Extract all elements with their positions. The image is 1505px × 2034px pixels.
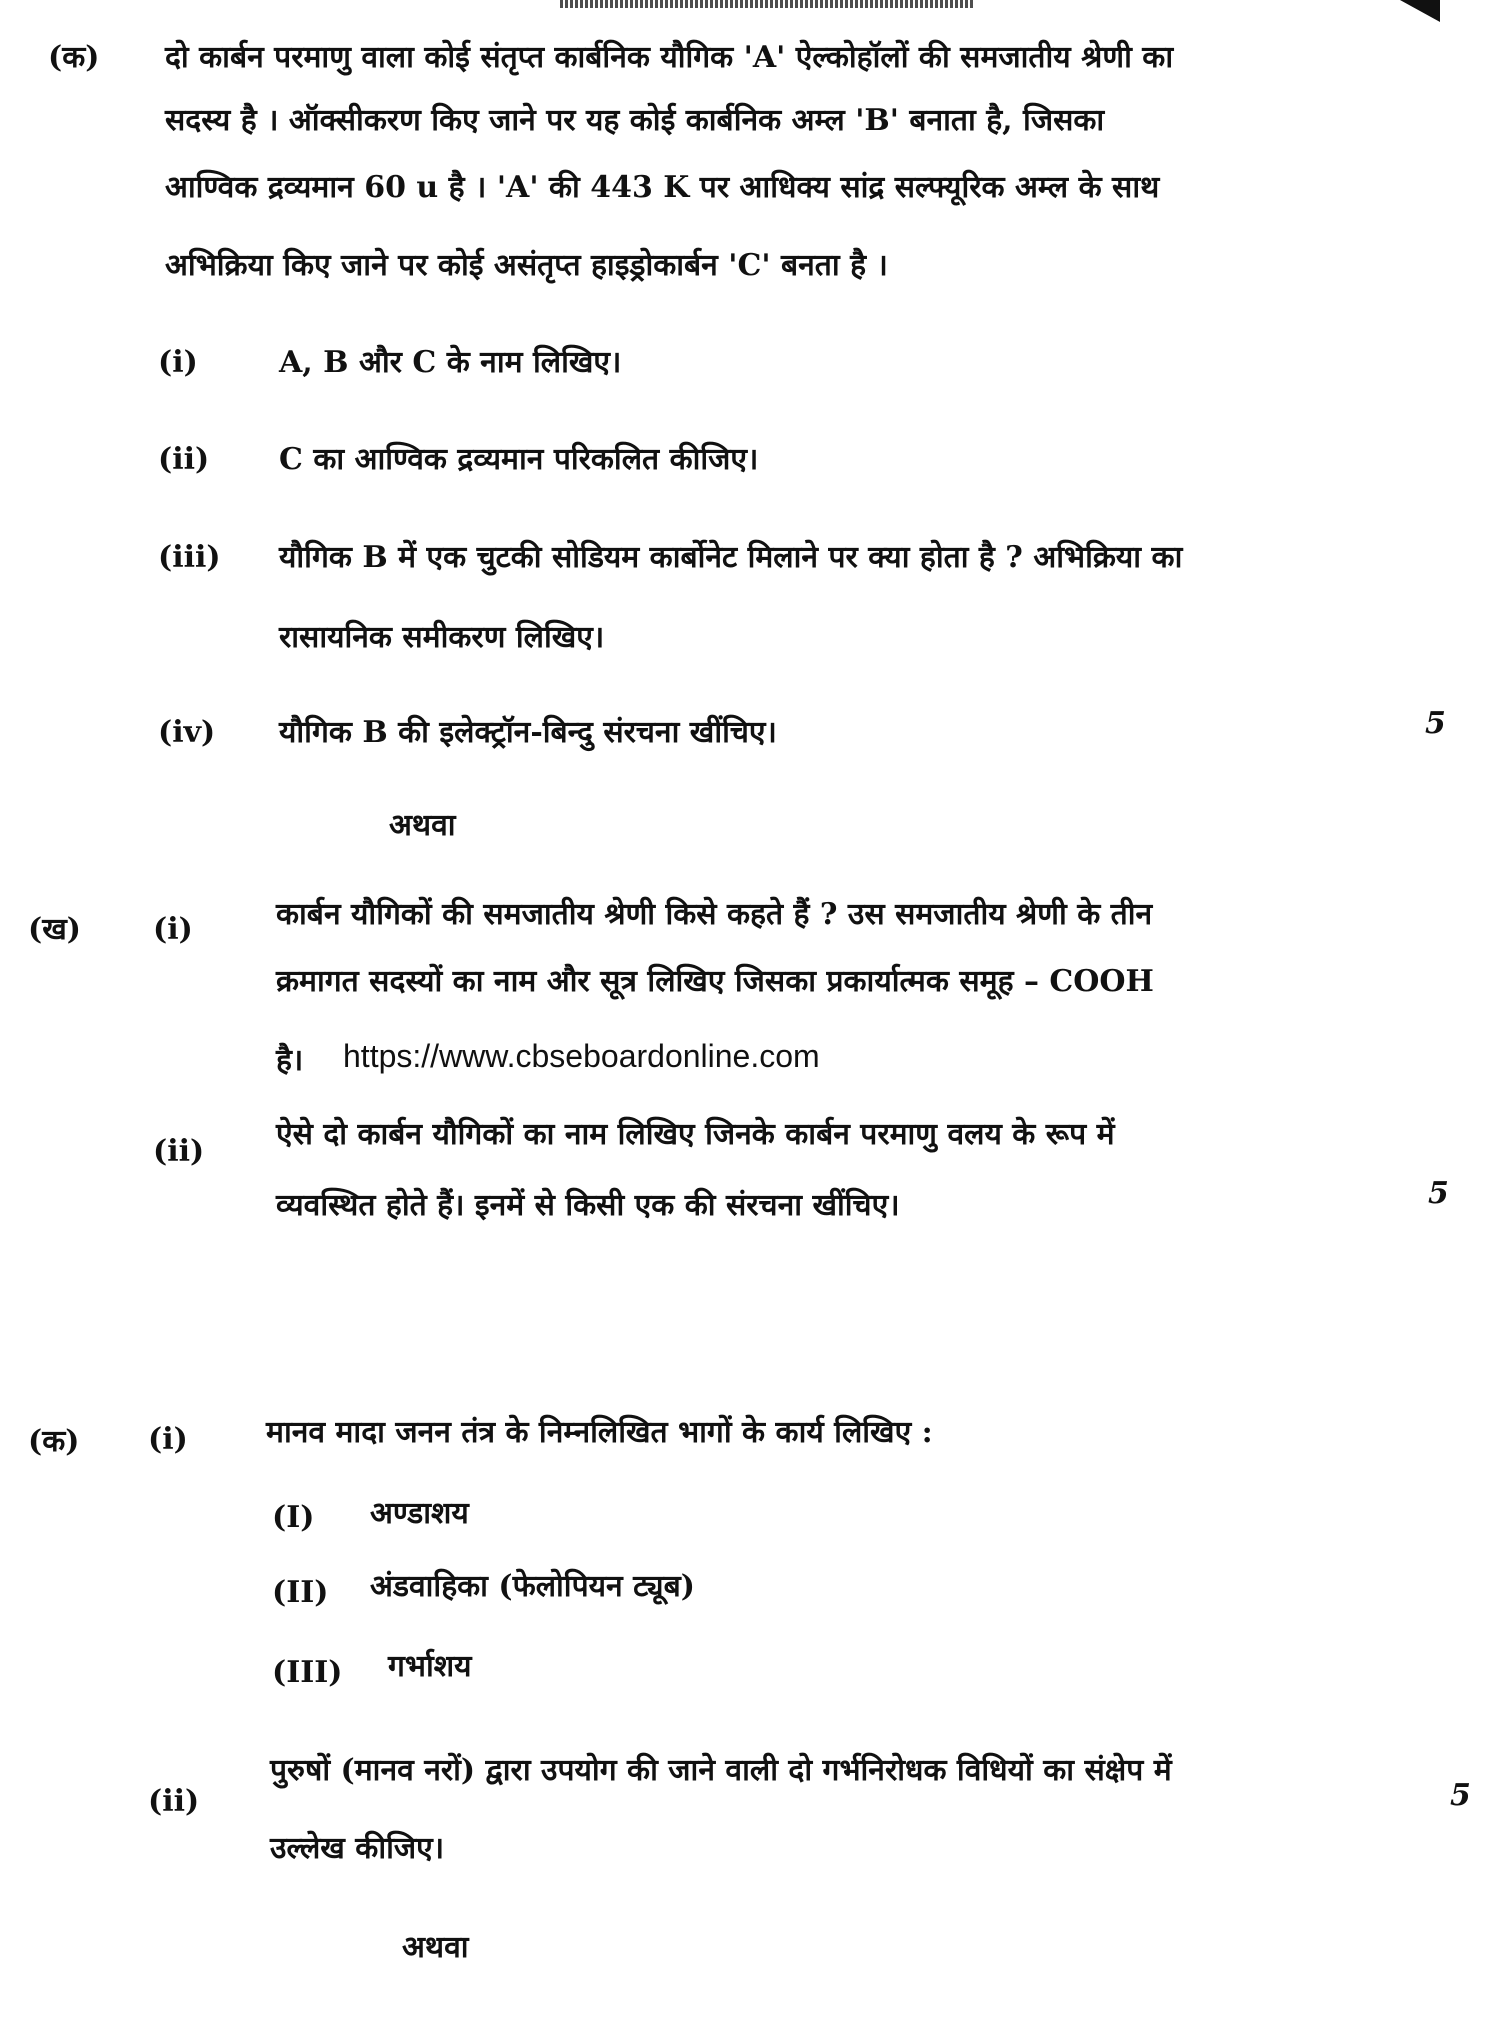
cropped-header-text bbox=[560, 0, 975, 8]
q1a-sub-iv-text: यौगिक B की इलेक्ट्रॉन-बिन्दु संरचना खींचिए। bbox=[279, 715, 777, 750]
q2a-item-text: अण्डाशय bbox=[370, 1496, 469, 1531]
q1b-marks: 5 bbox=[1428, 1176, 1449, 1211]
q2a-sub-ii-text: पुरुषों (मानव नरों) द्वारा उपयोग की जाने वाली दो गर्भनिरोधक विधियों का संक्षेप में bbox=[270, 1753, 1172, 1788]
or-heading: अथवा bbox=[402, 1930, 469, 1965]
q1a-sub-i-label: (i) bbox=[158, 345, 198, 380]
q2a-item-text: अंडवाहिका (फेलोपियन ट्यूब) bbox=[370, 1569, 695, 1604]
q1b-sub-i-text: कार्बन यौगिकों की समजातीय श्रेणी किसे कहते हैं ? उस समजातीय श्रेणी के तीन bbox=[276, 897, 1153, 932]
q1a-sub-iv-label: (iv) bbox=[158, 715, 216, 750]
q1a-line: दो कार्बन परमाणु वाला कोई संतृप्त कार्बनिक यौगिक 'A' ऐल्कोहॉलों की समजातीय श्रेणी का bbox=[165, 40, 1174, 75]
q2-part-a-label: (क) bbox=[28, 1424, 80, 1459]
q1a-marks: 5 bbox=[1425, 706, 1446, 741]
q1a-sub-i-text: A, B और C के नाम लिखिए। bbox=[279, 345, 622, 380]
or-heading: अथवा bbox=[389, 808, 456, 843]
page-corner-mark bbox=[1400, 0, 1440, 22]
q2a-item-text: गर्भाशय bbox=[388, 1649, 472, 1684]
q1b-sub-ii-text: ऐसे दो कार्बन यौगिकों का नाम लिखिए जिनके कार्बन परमाणु वलय के रूप में bbox=[276, 1117, 1115, 1152]
watermark-url: https://www.cbseboardonline.com bbox=[343, 1038, 820, 1074]
q1a-sub-iii-text: यौगिक B में एक चुटकी सोडियम कार्बोनेट मिलाने पर क्या होता है ? अभिक्रिया का bbox=[279, 540, 1183, 575]
q2a-marks: 5 bbox=[1450, 1778, 1471, 1813]
q1-part-a-label: (क) bbox=[48, 40, 100, 75]
q1a-sub-ii-text: C का आण्विक द्रव्यमान परिकलित कीजिए। bbox=[279, 442, 759, 477]
q1b-sub-i-label: (i) bbox=[153, 912, 193, 947]
q1b-sub-ii-label: (ii) bbox=[153, 1134, 205, 1169]
q1b-sub-i-text: क्रमागत सदस्यों का नाम और सूत्र लिखिए जिसका प्रकार्यात्मक समूह – COOH bbox=[276, 964, 1154, 999]
q1-part-b-label: (ख) bbox=[28, 912, 81, 947]
q1a-line: आण्विक द्रव्यमान 60 u है । 'A' की 443 K पर आधिक्य सांद्र सल्फ्यूरिक अम्ल के साथ bbox=[165, 170, 1160, 205]
q1a-line: सदस्य है । ऑक्सीकरण किए जाने पर यह कोई कार्बनिक अम्ल 'B' बनाता है, जिसका bbox=[165, 103, 1105, 138]
q2a-sub-ii-label: (ii) bbox=[148, 1784, 200, 1819]
q2a-item-label: (III) bbox=[272, 1655, 343, 1690]
q2a-sub-ii-text: उल्लेख कीजिए। bbox=[270, 1831, 445, 1866]
q1a-sub-ii-label: (ii) bbox=[158, 442, 210, 477]
q1a-sub-iii-label: (iii) bbox=[158, 540, 221, 575]
q1b-sub-i-text: है। bbox=[276, 1043, 304, 1078]
q1b-sub-ii-text: व्यवस्थित होते हैं। इनमें से किसी एक की संरचना खींचिए। bbox=[276, 1188, 900, 1223]
q2a-sub-i-label: (i) bbox=[148, 1422, 188, 1457]
q1a-line: अभिक्रिया किए जाने पर कोई असंतृप्त हाइड्रोकार्बन 'C' बनता है । bbox=[165, 248, 888, 283]
q2a-item-label: (II) bbox=[272, 1575, 329, 1610]
q2a-sub-i-text: मानव मादा जनन तंत्र के निम्नलिखित भागों के कार्य लिखिए : bbox=[266, 1415, 933, 1450]
q1a-sub-iii-text: रासायनिक समीकरण लिखिए। bbox=[279, 620, 605, 655]
q2a-item-label: (I) bbox=[272, 1500, 315, 1535]
